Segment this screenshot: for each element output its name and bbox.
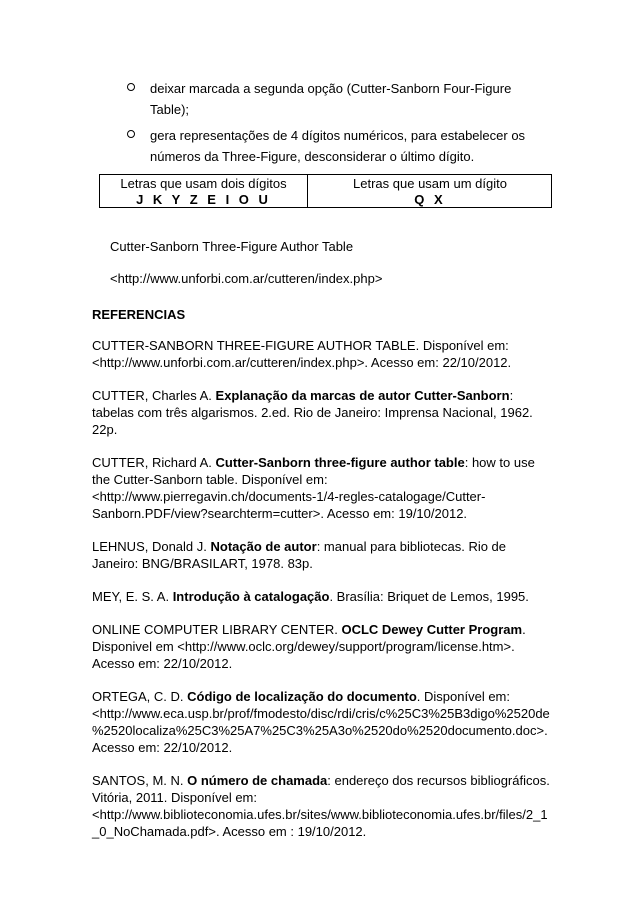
reference-details: . Disponível em:	[416, 689, 510, 704]
reference-title: Notação de autor	[210, 539, 317, 554]
table-cell-one-digit	[308, 175, 552, 208]
reference-details: :	[509, 388, 514, 403]
reference-item	[92, 454, 562, 522]
reference-item	[92, 688, 562, 756]
reference-line: Vitória, 2011. Disponível em:	[92, 790, 257, 805]
reference-title: Cutter-Sanborn three-figure author table	[215, 455, 465, 470]
table-cell-two-digits	[100, 175, 307, 208]
reference-line: tabelas com três algarismos. 2.ed. Rio de Janeiro: Imprensa Nacional, 1962.	[92, 405, 533, 420]
reference-line	[92, 387, 562, 404]
reference-line	[92, 621, 562, 638]
reference-item	[92, 621, 562, 672]
reference-details: : manual para bibliotecas. Rio de	[316, 539, 507, 554]
reference-details: . Brasília: Briquet de Lemos, 1995.	[329, 589, 529, 604]
cutter-table-url: <http://www.unforbi.com.ar/cutteren/index.php>	[110, 271, 383, 286]
references-list	[92, 337, 562, 840]
reference-line: the Cutter-Sanborn table. Disponível em:	[92, 472, 328, 487]
reference-line: Acesso em: 22/10/2012.	[92, 740, 233, 755]
bullet-list	[126, 78, 566, 172]
reference-author: CUTTER, Richard A.	[92, 455, 216, 470]
reference-line	[92, 772, 562, 789]
reference-line: <http://www.biblioteconomia.ufes.br/sites/www.biblioteconomia.ufes.br/files/2_1	[92, 807, 548, 822]
references-section	[92, 306, 562, 856]
bullet-circle-icon	[127, 83, 135, 91]
reference-author: MEY, E. S. A.	[92, 589, 173, 604]
reference-details: : how to use	[464, 455, 535, 470]
bullet-text-line: Table);	[150, 102, 190, 117]
reference-line: <http://www.unforbi.com.ar/cutteren/index.php>. Acesso em: 22/10/2012.	[92, 355, 512, 370]
reference-title: O número de chamada	[187, 773, 328, 788]
reference-line: Disponivel em <http://www.oclc.org/dewey/support/program/license.htm>.	[92, 639, 515, 654]
reference-item	[92, 772, 562, 840]
reference-line: <http://www.pierregavin.ch/documents-1/4-regles-catalogage/Cutter-	[92, 489, 486, 504]
reference-line	[92, 688, 562, 705]
bullet-item	[126, 78, 566, 120]
reference-title: Introdução à catalogação	[172, 589, 330, 604]
reference-author: ORTEGA, C. D.	[92, 689, 188, 704]
references-heading: REFERENCIAS	[92, 307, 186, 322]
reference-title: Explanação da marcas de autor Cutter-Sanborn	[215, 388, 510, 403]
reference-item	[92, 538, 562, 572]
reference-item	[92, 588, 562, 605]
reference-line: Sanborn.PDF/view?searchterm=cutter>. Acesso em: 19/10/2012.	[92, 506, 468, 521]
reference-line: Janeiro: BNG/BRASILART, 1978. 83p.	[92, 556, 313, 571]
reference-line: _0_NoChamada.pdf>. Acesso em : 19/10/2012.	[92, 824, 367, 839]
bullet-item	[126, 125, 566, 167]
table-header: Letras que usam um dígito	[353, 176, 507, 191]
reference-author: SANTOS, M. N.	[92, 773, 188, 788]
bullet-text-line: gera representações de 4 dígitos numéricos, para estabelecer os	[150, 128, 526, 143]
bullet-text-line: deixar marcada a segunda opção (Cutter-Sanborn Four-Figure	[150, 81, 512, 96]
letters-table	[99, 174, 552, 208]
table-letters: Q X	[414, 192, 446, 207]
reference-line	[92, 588, 562, 605]
reference-line: Acesso em: 22/10/2012.	[92, 656, 233, 671]
reference-author: LEHNUS, Donald J.	[92, 539, 211, 554]
reference-author: ONLINE COMPUTER LIBRARY CENTER.	[92, 622, 342, 637]
reference-line: CUTTER-SANBORN THREE-FIGURE AUTHOR TABLE. Disponível em:	[92, 338, 509, 353]
table-header: Letras que usam dois dígitos	[120, 176, 287, 191]
reference-item	[92, 337, 562, 371]
reference-item	[92, 387, 562, 438]
reference-line	[92, 538, 562, 555]
reference-line	[92, 454, 562, 471]
reference-line: 22p.	[92, 422, 118, 437]
reference-author: CUTTER, Charles A.	[92, 388, 216, 403]
reference-title: Código de localização do documento	[187, 689, 417, 704]
reference-title: OCLC Dewey Cutter Program	[341, 622, 523, 637]
reference-details: : endereço dos recursos bibliográficos.	[327, 773, 550, 788]
cutter-table-title: Cutter-Sanborn Three-Figure Author Table	[110, 239, 354, 254]
reference-line: %2520localiza%25C3%25A7%25C3%25A3o%2520do%2520documento.doc>.	[92, 723, 548, 738]
reference-details: .	[522, 622, 526, 637]
bullet-circle-icon	[127, 130, 135, 138]
reference-line: <http://www.eca.usp.br/prof/fmodesto/disc/rdi/cris/c%25C3%25B3digo%2520de	[92, 706, 550, 721]
table-letters: J K Y Z E I O U	[136, 192, 271, 207]
bullet-text-line: números da Three-Figure, desconsiderar o último dígito.	[150, 149, 475, 164]
